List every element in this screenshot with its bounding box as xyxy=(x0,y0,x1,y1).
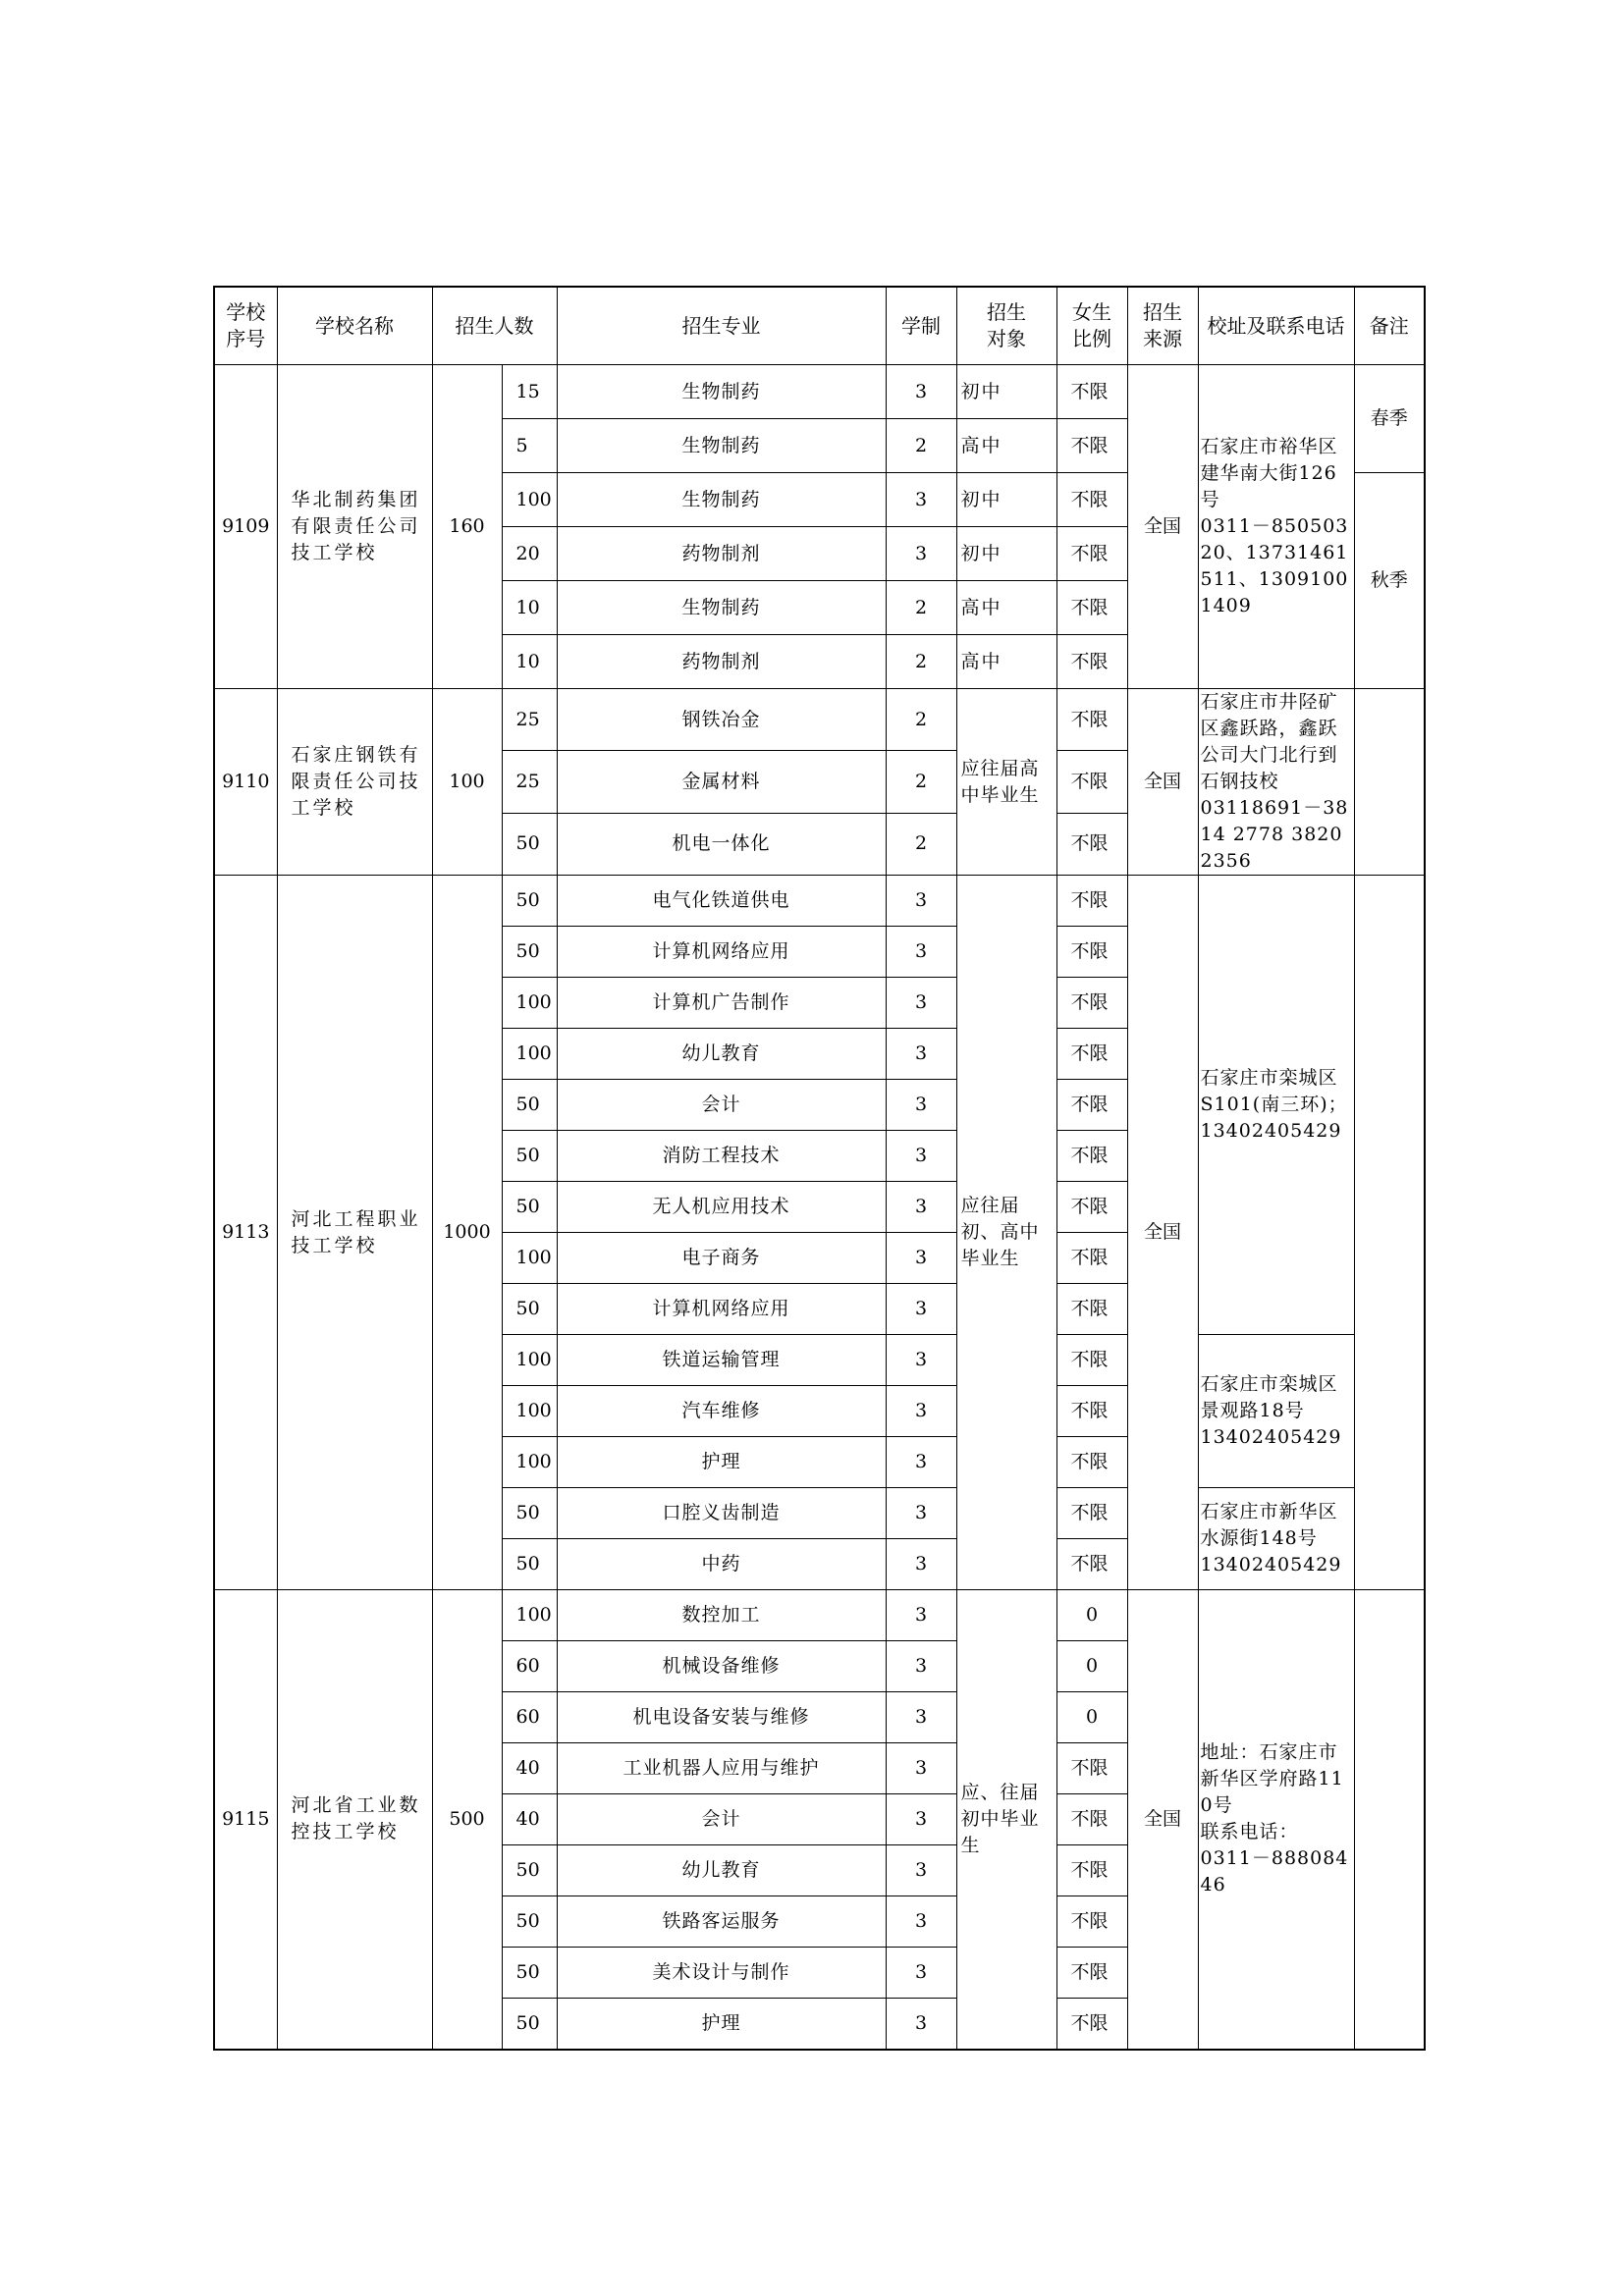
row-enrollment: 50 xyxy=(502,1845,557,1896)
row-enrollment: 100 xyxy=(502,978,557,1029)
row-female-ratio: 不限 xyxy=(1056,635,1127,689)
school-id: 9113 xyxy=(214,876,277,1590)
row-major: 工业机器人应用与维护 xyxy=(557,1743,886,1794)
school-source: 全国 xyxy=(1127,1590,1198,2050)
row-female-ratio: 不限 xyxy=(1056,1539,1127,1590)
row-major: 幼儿教育 xyxy=(557,1029,886,1080)
school-address: 石家庄市栾城区S101(南三环)； 13402405429 xyxy=(1198,876,1354,1335)
row-female-ratio: 不限 xyxy=(1056,419,1127,473)
row-duration: 3 xyxy=(886,1182,956,1233)
header-duration: 学制 xyxy=(886,287,956,365)
row-target: 高中 xyxy=(956,581,1056,635)
header-school-name: 学校名称 xyxy=(277,287,432,365)
row-female-ratio: 不限 xyxy=(1056,751,1127,813)
row-major: 会计 xyxy=(557,1080,886,1131)
school-address: 石家庄市新华区水源街148号 13402405429 xyxy=(1198,1488,1354,1590)
row-duration: 3 xyxy=(886,1488,956,1539)
row-duration: 3 xyxy=(886,1029,956,1080)
row-duration: 3 xyxy=(886,1948,956,1999)
row-major: 计算机网络应用 xyxy=(557,1284,886,1335)
row-female-ratio: 不限 xyxy=(1056,1794,1127,1845)
school-name: 河北省工业数控技工学校 xyxy=(277,1590,432,2050)
row-female-ratio: 不限 xyxy=(1056,1284,1127,1335)
header-female-ratio: 女生 比例 xyxy=(1056,287,1127,365)
row-major: 消防工程技术 xyxy=(557,1131,886,1182)
row-duration: 2 xyxy=(886,635,956,689)
row-major: 生物制药 xyxy=(557,473,886,527)
table-row xyxy=(214,689,1425,751)
row-female-ratio: 不限 xyxy=(1056,927,1127,978)
row-major: 无人机应用技术 xyxy=(557,1182,886,1233)
row-major: 美术设计与制作 xyxy=(557,1948,886,1999)
row-duration: 3 xyxy=(886,1743,956,1794)
row-female-ratio: 不限 xyxy=(1056,1948,1127,1999)
row-duration: 3 xyxy=(886,1386,956,1437)
row-enrollment: 50 xyxy=(502,1080,557,1131)
note-spring: 春季 xyxy=(1354,365,1425,473)
school-name: 华北制药集团有限责任公司技工学校 xyxy=(277,365,432,689)
row-enrollment: 25 xyxy=(502,689,557,751)
row-enrollment: 100 xyxy=(502,1386,557,1437)
row-duration: 3 xyxy=(886,1437,956,1488)
header-source: 招生 来源 xyxy=(1127,287,1198,365)
row-duration: 3 xyxy=(886,473,956,527)
row-major: 会计 xyxy=(557,1794,886,1845)
row-enrollment: 100 xyxy=(502,1029,557,1080)
row-duration: 3 xyxy=(886,1641,956,1692)
header-note: 备注 xyxy=(1354,287,1425,365)
school-note xyxy=(1354,1590,1425,2050)
row-duration: 2 xyxy=(886,689,956,751)
row-duration: 2 xyxy=(886,419,956,473)
row-duration: 3 xyxy=(886,927,956,978)
row-female-ratio: 0 xyxy=(1056,1692,1127,1743)
row-duration: 3 xyxy=(886,1284,956,1335)
header-enrollment: 招生人数 xyxy=(432,287,557,365)
row-major: 电子商务 xyxy=(557,1233,886,1284)
row-enrollment: 100 xyxy=(502,1335,557,1386)
header-majors: 招生专业 xyxy=(557,287,886,365)
school-note xyxy=(1354,876,1425,1590)
header-address: 校址及联系电话 xyxy=(1198,287,1354,365)
table-row xyxy=(214,365,1425,419)
row-duration: 2 xyxy=(886,751,956,813)
row-enrollment: 10 xyxy=(502,581,557,635)
row-female-ratio: 不限 xyxy=(1056,1080,1127,1131)
row-major: 机电一体化 xyxy=(557,813,886,875)
row-enrollment: 50 xyxy=(502,1999,557,2050)
row-major: 计算机广告制作 xyxy=(557,978,886,1029)
row-duration: 3 xyxy=(886,1845,956,1896)
table-row xyxy=(214,1590,1425,1641)
school-total: 100 xyxy=(432,689,502,876)
row-enrollment: 50 xyxy=(502,1488,557,1539)
row-female-ratio: 不限 xyxy=(1056,689,1127,751)
row-enrollment: 50 xyxy=(502,1182,557,1233)
row-female-ratio: 不限 xyxy=(1056,1335,1127,1386)
row-female-ratio: 不限 xyxy=(1056,876,1127,927)
row-major: 护理 xyxy=(557,1437,886,1488)
row-duration: 3 xyxy=(886,1692,956,1743)
row-major: 中药 xyxy=(557,1539,886,1590)
row-major: 口腔义齿制造 xyxy=(557,1488,886,1539)
row-enrollment: 40 xyxy=(502,1794,557,1845)
row-major: 计算机网络应用 xyxy=(557,927,886,978)
row-duration: 3 xyxy=(886,1999,956,2050)
row-female-ratio: 不限 xyxy=(1056,473,1127,527)
row-duration: 3 xyxy=(886,1080,956,1131)
school-target: 应、往届初中毕业生 xyxy=(956,1590,1056,2050)
row-major: 机械设备维修 xyxy=(557,1641,886,1692)
row-major: 金属材料 xyxy=(557,751,886,813)
row-major: 生物制药 xyxy=(557,581,886,635)
row-enrollment: 100 xyxy=(502,473,557,527)
row-female-ratio: 不限 xyxy=(1056,1488,1127,1539)
row-duration: 2 xyxy=(886,813,956,875)
header-school-id: 学校 序号 xyxy=(214,287,277,365)
row-enrollment: 50 xyxy=(502,813,557,875)
school-id: 9115 xyxy=(214,1590,277,2050)
row-duration: 3 xyxy=(886,1590,956,1641)
row-major: 药物制剂 xyxy=(557,635,886,689)
row-female-ratio: 不限 xyxy=(1056,1743,1127,1794)
school-id: 9109 xyxy=(214,365,277,689)
row-enrollment: 50 xyxy=(502,876,557,927)
row-major: 机电设备安装与维修 xyxy=(557,1692,886,1743)
row-duration: 3 xyxy=(886,1539,956,1590)
note-autumn: 秋季 xyxy=(1354,473,1425,689)
school-name: 石家庄钢铁有限责任公司技工学校 xyxy=(277,689,432,876)
row-major: 生物制药 xyxy=(557,419,886,473)
row-major: 药物制剂 xyxy=(557,527,886,581)
school-total: 500 xyxy=(432,1590,502,2050)
school-total: 160 xyxy=(432,365,502,689)
row-female-ratio: 不限 xyxy=(1056,1182,1127,1233)
row-duration: 3 xyxy=(886,1233,956,1284)
row-female-ratio: 不限 xyxy=(1056,527,1127,581)
row-duration: 3 xyxy=(886,1794,956,1845)
row-duration: 3 xyxy=(886,365,956,419)
row-enrollment: 5 xyxy=(502,419,557,473)
row-major: 幼儿教育 xyxy=(557,1845,886,1896)
row-female-ratio: 不限 xyxy=(1056,581,1127,635)
school-note xyxy=(1354,689,1425,876)
row-female-ratio: 0 xyxy=(1056,1641,1127,1692)
row-major: 钢铁冶金 xyxy=(557,689,886,751)
school-address: 石家庄市井陉矿区鑫跃路，鑫跃公司大门北行到石钢技校 03118691－3814 2778 3820 2356 xyxy=(1198,689,1354,876)
row-enrollment: 50 xyxy=(502,1284,557,1335)
row-duration: 2 xyxy=(886,581,956,635)
row-female-ratio: 不限 xyxy=(1056,813,1127,875)
school-source: 全国 xyxy=(1127,689,1198,876)
row-enrollment: 25 xyxy=(502,751,557,813)
row-female-ratio: 0 xyxy=(1056,1590,1127,1641)
row-duration: 3 xyxy=(886,527,956,581)
row-target: 高中 xyxy=(956,419,1056,473)
row-enrollment: 50 xyxy=(502,927,557,978)
row-enrollment: 60 xyxy=(502,1641,557,1692)
school-id: 9110 xyxy=(214,689,277,876)
row-duration: 3 xyxy=(886,1131,956,1182)
row-enrollment: 50 xyxy=(502,1131,557,1182)
school-address: 石家庄市裕华区建华南大街126号 0311－85050320、13731461511、13091001409 xyxy=(1198,365,1354,689)
row-major: 数控加工 xyxy=(557,1590,886,1641)
row-enrollment: 40 xyxy=(502,1743,557,1794)
row-enrollment: 100 xyxy=(502,1590,557,1641)
school-address: 石家庄市栾城区景观路18号 13402405429 xyxy=(1198,1335,1354,1488)
header-target: 招生 对象 xyxy=(956,287,1056,365)
row-major: 汽车维修 xyxy=(557,1386,886,1437)
row-female-ratio: 不限 xyxy=(1056,978,1127,1029)
row-duration: 3 xyxy=(886,1896,956,1948)
school-total: 1000 xyxy=(432,876,502,1590)
row-enrollment: 100 xyxy=(502,1233,557,1284)
row-duration: 3 xyxy=(886,1335,956,1386)
row-enrollment: 60 xyxy=(502,1692,557,1743)
table-row xyxy=(214,876,1425,927)
row-female-ratio: 不限 xyxy=(1056,1437,1127,1488)
school-source: 全国 xyxy=(1127,365,1198,689)
row-duration: 3 xyxy=(886,876,956,927)
row-female-ratio: 不限 xyxy=(1056,1845,1127,1896)
row-enrollment: 10 xyxy=(502,635,557,689)
row-female-ratio: 不限 xyxy=(1056,1386,1127,1437)
row-enrollment: 15 xyxy=(502,365,557,419)
row-major: 生物制药 xyxy=(557,365,886,419)
row-enrollment: 50 xyxy=(502,1539,557,1590)
row-female-ratio: 不限 xyxy=(1056,1029,1127,1080)
row-target: 高中 xyxy=(956,635,1056,689)
row-enrollment: 50 xyxy=(502,1948,557,1999)
school-target: 应往届高中毕业生 xyxy=(956,689,1056,876)
school-target: 应往届初、高中毕业生 xyxy=(956,876,1056,1590)
school-name: 河北工程职业技工学校 xyxy=(277,876,432,1590)
row-target: 初中 xyxy=(956,365,1056,419)
row-target: 初中 xyxy=(956,473,1056,527)
row-female-ratio: 不限 xyxy=(1056,1131,1127,1182)
row-female-ratio: 不限 xyxy=(1056,1999,1127,2050)
row-enrollment: 50 xyxy=(502,1896,557,1948)
enrollment-table xyxy=(213,286,1426,2051)
row-major: 铁路客运服务 xyxy=(557,1896,886,1948)
row-female-ratio: 不限 xyxy=(1056,1896,1127,1948)
header-row xyxy=(214,287,1425,365)
row-female-ratio: 不限 xyxy=(1056,1233,1127,1284)
school-address: 地址：石家庄市新华区学府路110号 联系电话： 0311－88808446 xyxy=(1198,1590,1354,2050)
row-female-ratio: 不限 xyxy=(1056,365,1127,419)
row-enrollment: 100 xyxy=(502,1437,557,1488)
row-major: 铁道运输管理 xyxy=(557,1335,886,1386)
row-target: 初中 xyxy=(956,527,1056,581)
row-enrollment: 20 xyxy=(502,527,557,581)
row-major: 电气化铁道供电 xyxy=(557,876,886,927)
row-duration: 3 xyxy=(886,978,956,1029)
school-source: 全国 xyxy=(1127,876,1198,1590)
row-major: 护理 xyxy=(557,1999,886,2050)
